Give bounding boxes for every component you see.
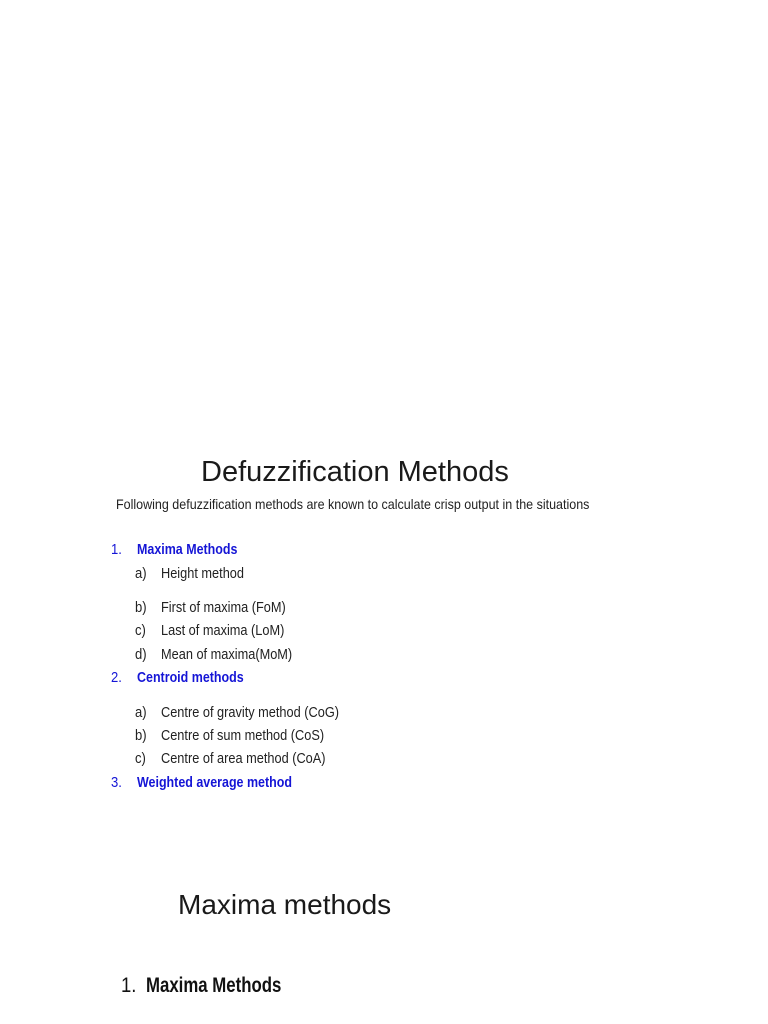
list-item-label: Maxima Methods: [137, 542, 238, 558]
list-item-number: 3.: [111, 775, 122, 791]
sub-item-letter: c): [135, 623, 146, 639]
sub-item-label: Last of maxima (LoM): [161, 623, 285, 639]
slide-title: Maxima methods: [178, 889, 392, 920]
sub-item-label: Centre of area method (CoA): [161, 751, 326, 767]
slide-intro-text: Following defuzzification methods are known to calculate crisp output in the situations: [116, 497, 590, 512]
sub-item-letter: b): [135, 600, 147, 616]
sub-item-label: Mean of maxima(MoM): [161, 647, 293, 663]
list-item-number: 1.: [111, 542, 122, 558]
sub-item-label: First of maxima (FoM): [161, 600, 286, 616]
sub-item-label: Centre of gravity method (CoG): [161, 705, 340, 721]
list-item-label: Centroid methods: [137, 670, 244, 686]
list-item-label: Maxima Methods: [146, 974, 282, 997]
list-item-number: 1.: [121, 974, 137, 997]
slide-title: Defuzzification Methods: [201, 456, 509, 488]
sub-item-label: Centre of sum method (CoS): [161, 728, 325, 744]
list-item-label: Weighted average method: [137, 775, 292, 791]
sub-item-letter: b): [135, 728, 147, 744]
sub-item-letter: a): [135, 705, 147, 721]
sub-item-letter: c): [135, 751, 146, 767]
sub-item-letter: a): [135, 566, 147, 582]
sub-item-letter: d): [135, 647, 147, 663]
sub-item-label: Height method: [161, 566, 244, 582]
list-item-number: 2.: [111, 670, 122, 686]
